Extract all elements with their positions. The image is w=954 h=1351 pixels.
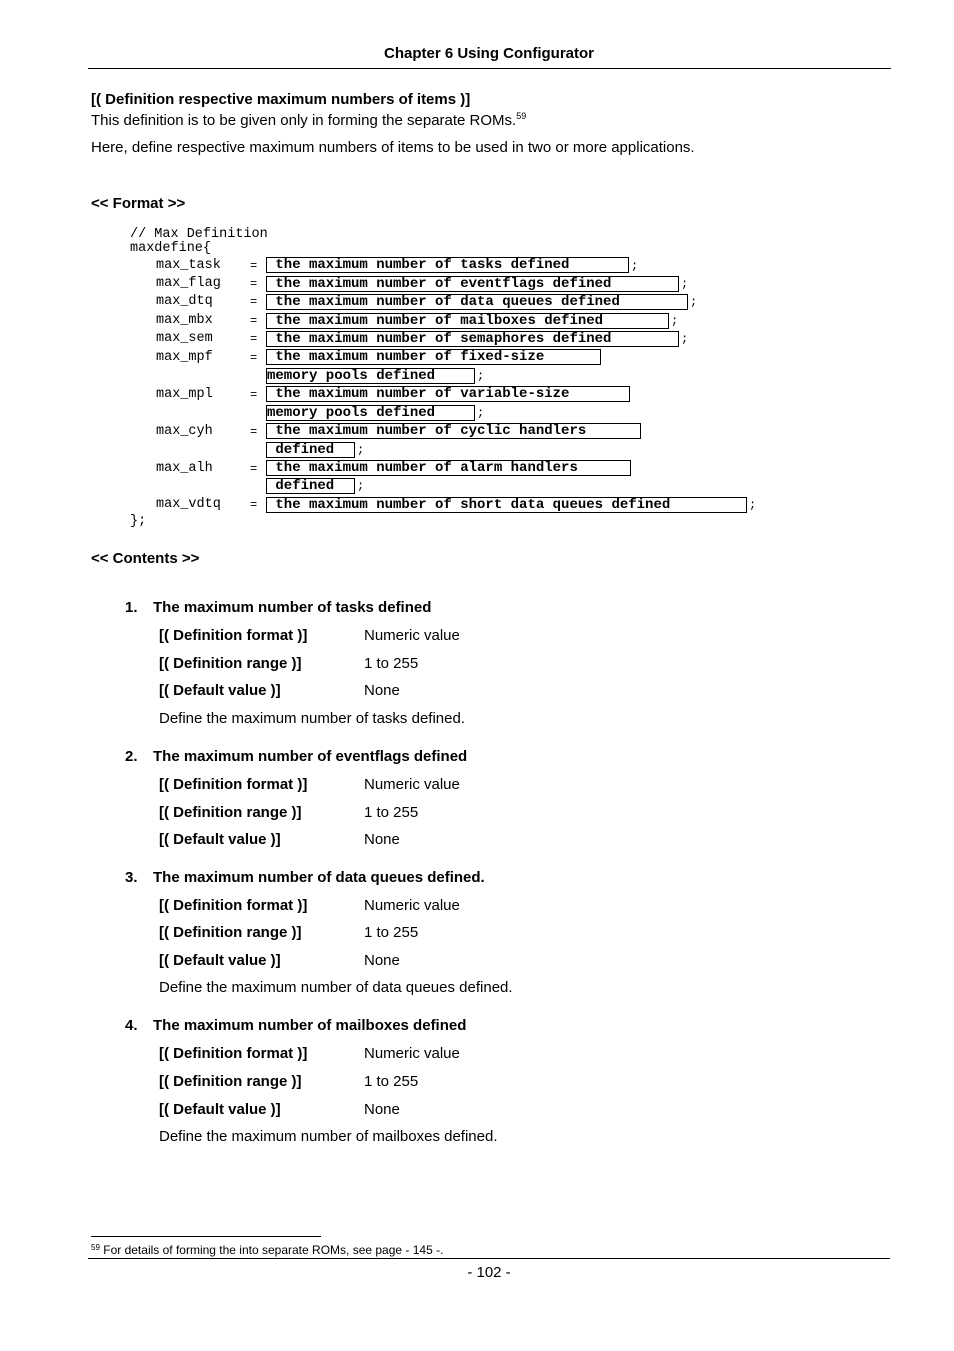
- equals-sign: =: [250, 277, 258, 291]
- value-default: None: [364, 831, 400, 848]
- equals-sign: =: [250, 498, 258, 512]
- semicolon: ;: [671, 314, 679, 328]
- footnote-number: 59: [91, 1243, 100, 1252]
- placeholder-box-max-dtq: the maximum number of data queues defined: [266, 294, 688, 310]
- semicolon: ;: [477, 369, 485, 383]
- code-open: maxdefine{: [130, 241, 212, 256]
- label-definition-format: [( Definition format )]: [159, 627, 308, 644]
- equals-sign: =: [250, 314, 258, 328]
- semicolon: ;: [477, 406, 485, 420]
- param-max-alh: max_alh: [156, 461, 213, 476]
- param-max-mpl: max_mpl: [156, 387, 213, 402]
- item-title-eventflags: The maximum number of eventflags defined: [153, 748, 468, 765]
- equals-sign: =: [250, 425, 258, 439]
- chapter-header: Chapter 6 Using Configurator: [383, 45, 594, 62]
- item-description: Define the maximum number of data queues defined.: [159, 979, 513, 996]
- page-number: - 102 -: [467, 1264, 511, 1281]
- value-default: None: [364, 1101, 400, 1118]
- semicolon: ;: [681, 332, 689, 346]
- footnote-text: For details of forming the into separate ROMs, see page - 145 -.: [103, 1243, 444, 1257]
- equals-sign: =: [250, 388, 258, 402]
- equals-sign: =: [250, 259, 258, 273]
- value-definition-range: 1 to 255: [364, 655, 419, 672]
- value-definition-range: 1 to 255: [364, 924, 419, 941]
- label-default-value: [( Default value )]: [159, 1101, 281, 1118]
- item-number: 1.: [125, 599, 138, 616]
- item-number: 4.: [125, 1017, 138, 1034]
- footnote: [91, 1243, 443, 1257]
- item-title-mailboxes: The maximum number of mailboxes defined: [153, 1017, 467, 1034]
- item-description: Define the maximum number of mailboxes defined.: [159, 1128, 498, 1145]
- intro-text: This definition is to be given only in forming the separate ROMs.: [91, 112, 517, 129]
- value-definition-format: Numeric value: [364, 897, 460, 914]
- value-definition-format: Numeric value: [364, 627, 460, 644]
- label-default-value: [( Default value )]: [159, 831, 281, 848]
- contents-heading: << Contents >>: [91, 550, 200, 567]
- semicolon: ;: [357, 443, 365, 457]
- equals-sign: =: [250, 462, 258, 476]
- placeholder-box-max-mbx: the maximum number of mailboxes defined: [266, 313, 669, 329]
- equals-sign: =: [250, 295, 258, 309]
- footnote-ref[interactable]: 59: [516, 111, 527, 121]
- item-number: 3.: [125, 869, 138, 886]
- placeholder-box-max-vdtq: the maximum number of short data queues defined: [266, 497, 747, 513]
- semicolon: ;: [690, 295, 698, 309]
- label-definition-range: [( Definition range )]: [159, 804, 302, 821]
- header-rule: [88, 68, 891, 69]
- semicolon: ;: [357, 479, 365, 493]
- value-definition-range: 1 to 255: [364, 804, 419, 821]
- placeholder-box-max-alh-1: the maximum number of alarm handlers: [266, 460, 631, 476]
- placeholder-box-max-cyh-2: defined: [266, 442, 355, 458]
- label-definition-range: [( Definition range )]: [159, 1073, 302, 1090]
- semicolon: ;: [749, 498, 757, 512]
- label-definition-format: [( Definition format )]: [159, 776, 308, 793]
- intro-paragraph-1: [91, 111, 526, 129]
- value-definition-format: Numeric value: [364, 776, 460, 793]
- placeholder-box-max-task: the maximum number of tasks defined: [266, 257, 629, 273]
- footer-rule: [88, 1258, 890, 1259]
- equals-sign: =: [250, 332, 258, 346]
- placeholder-box-max-cyh-1: the maximum number of cyclic handlers: [266, 423, 641, 439]
- param-max-sem: max_sem: [156, 331, 213, 346]
- label-default-value: [( Default value )]: [159, 952, 281, 969]
- placeholder-box-max-mpl-2: memory pools defined: [266, 405, 475, 421]
- param-max-task: max_task: [156, 258, 221, 273]
- equals-sign: =: [250, 351, 258, 365]
- param-max-vdtq: max_vdtq: [156, 497, 221, 512]
- value-default: None: [364, 682, 400, 699]
- param-max-flag: max_flag: [156, 276, 221, 291]
- item-number: 2.: [125, 748, 138, 765]
- item-description: Define the maximum number of tasks defined.: [159, 710, 465, 727]
- value-definition-format: Numeric value: [364, 1045, 460, 1062]
- footnote-separator: [91, 1236, 321, 1237]
- semicolon: ;: [681, 277, 689, 291]
- label-definition-range: [( Definition range )]: [159, 655, 302, 672]
- placeholder-box-max-mpl-1: the maximum number of variable-size: [266, 386, 630, 402]
- value-default: None: [364, 952, 400, 969]
- value-definition-range: 1 to 255: [364, 1073, 419, 1090]
- param-max-mpf: max_mpf: [156, 350, 213, 365]
- section-title: [( Definition respective maximum numbers of items )]: [91, 91, 471, 108]
- code-comment: // Max Definition: [130, 227, 268, 242]
- param-max-mbx: max_mbx: [156, 313, 213, 328]
- label-default-value: [( Default value )]: [159, 682, 281, 699]
- semicolon: ;: [631, 259, 639, 273]
- param-max-cyh: max_cyh: [156, 424, 213, 439]
- placeholder-box-max-mpf-1: the maximum number of fixed-size: [266, 349, 601, 365]
- code-close: };: [130, 514, 147, 529]
- item-title-data-queues: The maximum number of data queues defined.: [153, 869, 485, 886]
- label-definition-format: [( Definition format )]: [159, 1045, 308, 1062]
- label-definition-range: [( Definition range )]: [159, 924, 302, 941]
- item-title-tasks: The maximum number of tasks defined: [153, 599, 432, 616]
- placeholder-box-max-flag: the maximum number of eventflags defined: [266, 276, 679, 292]
- placeholder-box-max-alh-2: defined: [266, 478, 355, 494]
- param-max-dtq: max_dtq: [156, 294, 213, 309]
- intro-paragraph-2: Here, define respective maximum numbers of items to be used in two or more applications.: [91, 139, 695, 156]
- label-definition-format: [( Definition format )]: [159, 897, 308, 914]
- placeholder-box-max-mpf-2: memory pools defined: [266, 368, 475, 384]
- format-heading: << Format >>: [91, 195, 186, 212]
- placeholder-box-max-sem: the maximum number of semaphores defined: [266, 331, 679, 347]
